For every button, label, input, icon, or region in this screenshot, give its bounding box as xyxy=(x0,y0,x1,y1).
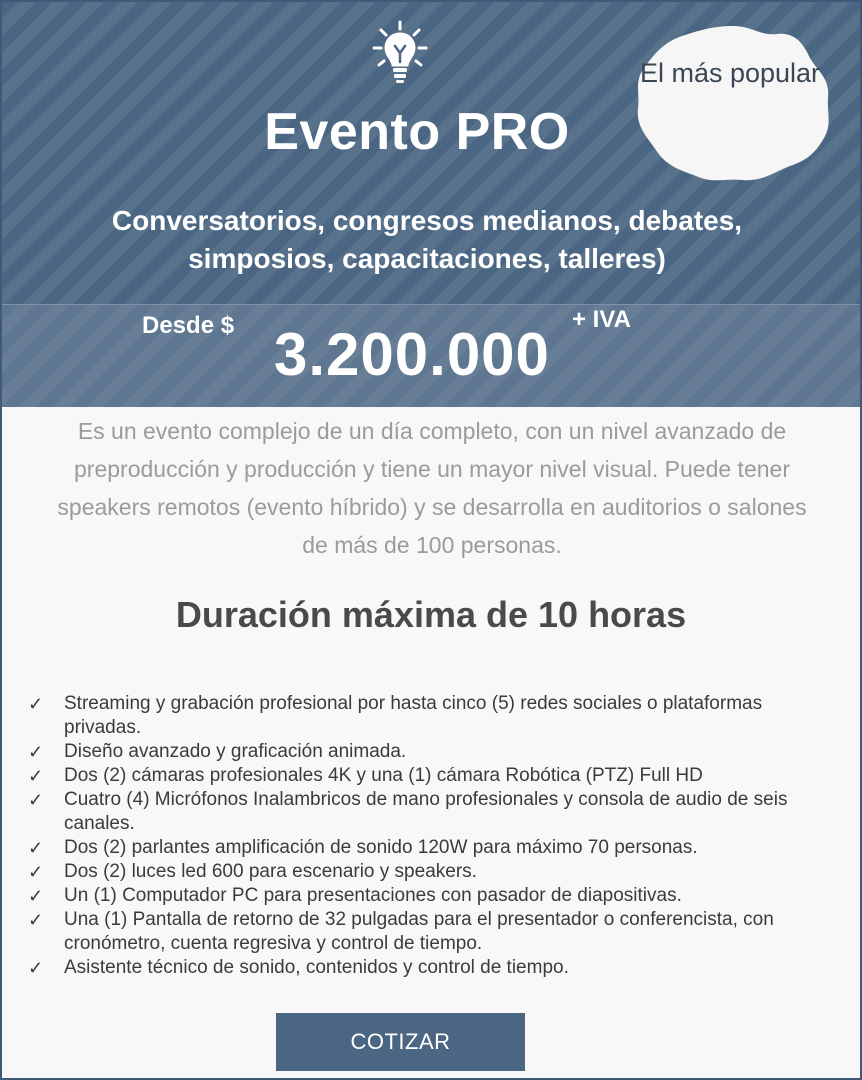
check-icon: ✓ xyxy=(28,838,44,858)
feature-text: Una (1) Pantalla de retorno de 32 pulgadas para el presentador o conferencista, con cronómetro, cuenta regresiva y control de tiempo. xyxy=(64,909,774,954)
price-prefix: Desde $ xyxy=(142,312,235,339)
check-icon: ✓ xyxy=(28,742,44,762)
check-icon: ✓ xyxy=(28,910,44,930)
price-amount: 3.200.000 xyxy=(274,321,550,388)
list-item xyxy=(28,860,828,884)
lightbulb-icon xyxy=(369,20,431,86)
check-icon: ✓ xyxy=(28,862,44,882)
feature-list xyxy=(28,692,828,980)
check-icon: ✓ xyxy=(28,886,44,906)
list-item xyxy=(28,692,828,740)
feature-text: Streaming y grabación profesional por hasta cinco (5) redes sociales o plataformas privadas. xyxy=(64,693,763,738)
list-item xyxy=(28,836,828,860)
list-item xyxy=(28,956,828,980)
plan-subtitle: Conversatorios, congresos medianos, debates, simposios, capacitaciones, talleres) xyxy=(111,205,743,274)
cotizar-button[interactable]: COTIZAR xyxy=(276,1013,525,1071)
feature-text: Un (1) Computador PC para presentaciones con pasador de diapositivas. xyxy=(64,885,682,906)
plan-description: Es un evento complejo de un día completo, con un nivel avanzado de preproducción y producción y tiene un mayor nivel visual. Puede tener speakers remotos (evento híbrido) y se desarrolla en auditorios o salones de más de 100 personas. xyxy=(57,418,807,558)
feature-text: Diseño avanzado y graficación animada. xyxy=(64,741,407,762)
list-item xyxy=(28,764,828,788)
check-icon: ✓ xyxy=(28,958,44,978)
feature-text: Dos (2) parlantes amplificación de sonido 120W para máximo 70 personas. xyxy=(64,837,698,858)
feature-text: Dos (2) cámaras profesionales 4K y una (1) cámara Robótica (PTZ) Full HD xyxy=(64,765,703,786)
feature-text: Cuatro (4) Micrófonos Inalambricos de mano profesionales y consola de audio de seis canales. xyxy=(64,789,788,834)
list-item xyxy=(28,740,828,764)
price-tax-note: + IVA xyxy=(572,306,631,333)
feature-text: Asistente técnico de sonido, contenidos y control de tiempo. xyxy=(64,957,569,978)
duration-heading: Duración máxima de 10 horas xyxy=(175,594,687,635)
popular-badge-shape xyxy=(632,20,834,188)
list-item xyxy=(28,908,828,956)
check-icon: ✓ xyxy=(28,766,44,786)
list-item xyxy=(28,788,828,836)
popular-badge: El más popular xyxy=(639,58,821,88)
feature-text: Dos (2) luces led 600 para escenario y speakers. xyxy=(64,861,477,882)
list-item xyxy=(28,884,828,908)
check-icon: ✓ xyxy=(28,790,44,810)
check-icon: ✓ xyxy=(28,694,44,714)
plan-title: Evento PRO xyxy=(264,103,570,161)
